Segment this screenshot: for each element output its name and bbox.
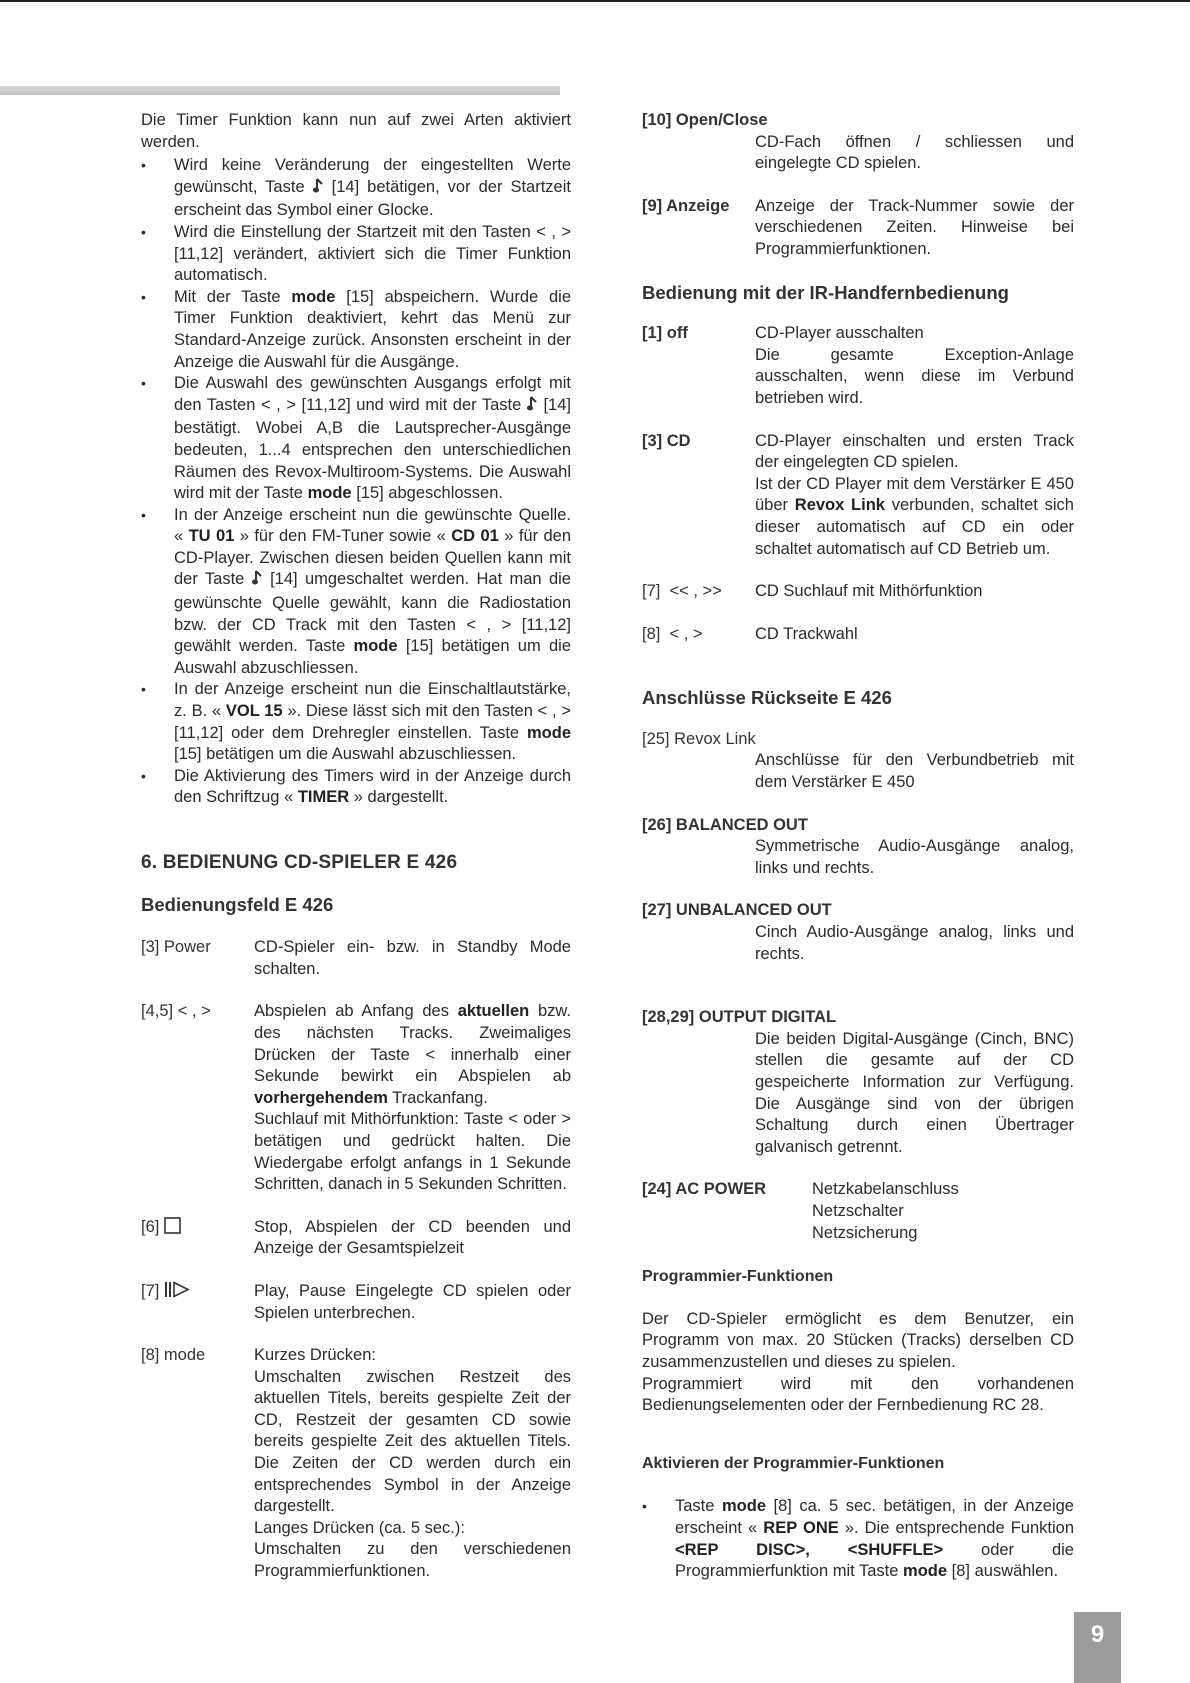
off-label: [1] off [642,324,688,343]
ac-power-desc: Netzkabelanschluss Netzschalter Netzsicherung [812,1180,959,1242]
revox-link-desc: Anschlüsse für den Verbundbetrieb mit dem Verstärker E 450 [755,751,1074,792]
play-desc: Play, Pause Eingelegte CD spielen oder Spielen unterbrechen. [254,1281,571,1322]
list-item: • In der Anzeige erscheint nun die Einschaltlautstärke, z. B. « VOL 15 ». Diese lässt sich mit den Tasten < , > [11,12] oder dem Drehregler einstellen. Taste mode [15] betätigen um die Auswahl abzuschliessen. [141,679,571,765]
play-row [141,1281,571,1324]
bell-key-icon [252,570,263,593]
activate-title: Aktivieren der Programmier-Funktionen [642,1454,945,1472]
activate-list [642,1496,1074,1582]
track-label: [8] < , > [642,624,703,643]
play-pause-icon [164,1281,190,1305]
skip-row [141,1001,571,1195]
ac-power-row [642,1179,1074,1244]
bell-key-icon [527,396,538,419]
list-item: • Wird keine Veränderung der eingestellten Werte gewünscht, Taste [14] betätigen, vor der Startzeit erscheint das Symbol einer Glocke. [141,155,571,222]
skip-label: [4,5] < , > [141,1002,211,1021]
stop-desc: Stop, Abspielen der CD beenden und Anzeige der Gesamtspielzeit [254,1217,571,1258]
balanced-title: [26] BALANCED OUT [642,815,808,834]
right-column [642,110,1074,1583]
list-item: • In der Anzeige erscheint nun die gewünschte Quelle. « TU 01 » für den FM-Tuner sowie « CD 01 » für den CD-Player. Zwischen diesen beiden Quellen kann mit der Taste [14] umgeschaltet werden. Hat man die gewünschte Quelle gewählt, kann die Radiostation bzw. der CD Track mit den Tasten < , > [11,12] gewählt werden. Taste mode [15] betätigen um die Auswahl abzuschliessen. [141,505,571,680]
prog-paragraph-1: Der CD-Spieler ermöglicht es dem Benutzer, ein Programm von max. 20 Stücken (Tracks) derselben CD zusammenzustellen und dieses zu spielen. [642,1309,1074,1371]
header-bar [0,86,560,95]
open-close-title: [10] Open/Close [642,111,768,129]
search-desc: CD Suchlauf mit Mithörfunktion [755,582,983,601]
page-number: 9 [1074,1612,1121,1683]
open-close-desc: CD-Fach öffnen / schliessen und eingelegte CD spielen. [755,132,1074,173]
cd-desc: CD-Player einschalten und ersten Track der eingelegten CD spielen. Ist der CD Player mit dem Verstärker E 450 über Revox Link verbunden, schaltet sich dieser automatisch auf CD ein oder schaltet automatisch auf CD Betrieb um. [755,431,1074,558]
cd-label: [3] CD [642,431,691,450]
power-row [141,937,571,980]
display-label: [9] Anzeige [642,196,730,215]
stop-label: [6] [141,1217,254,1260]
timer-intro: Die Timer Funktion kann nun auf zwei Arten aktiviert werden. [141,111,571,151]
bell-key-icon [313,178,324,201]
list-item: • Mit der Taste mode [15] abspeichern. Wurde die Timer Funktion deaktiviert, kehrt das Menü zur Standard-Anzeige zurück. Ansonsten erscheint in der Anzeige die Auswahl für die Ausgänge. [141,287,571,373]
cd-row [642,431,1074,561]
left-column [141,110,571,1583]
ir-remote-title: Bedienung mit der IR-Handfernbedienung [642,281,1009,303]
search-row [642,581,1074,603]
track-desc: CD Trackwahl [755,624,858,643]
ac-power-title: [24] AC POWER [642,1180,767,1199]
display-row [642,196,1074,261]
play-label: [7] [141,1281,254,1324]
mode-row [141,1345,571,1583]
list-item: • Die Auswahl des gewünschten Ausgangs erfolgt mit den Tasten < , > [11,12] und wird mit der Taste [14] bestätigt. Wobei A,B die Lautsprecher-Ausgänge bedeuten, 1...4 entsprechen den unterschiedlichen Räumen des Revox-Multiroom-Systems. Die Auswahl wird mit der Taste mode [15] abgeschlossen. [141,373,571,505]
off-desc: CD-Player ausschalten Die gesamte Exception-Anlage ausschalten, wenn diese im Verbund betrieben wird. [755,324,1074,407]
section-title: 6. BEDIENUNG CD-SPIELER E 426 [141,852,458,873]
connections-title: Anschlüsse Rückseite E 426 [642,687,892,709]
digital-desc: Die beiden Digital-Ausgänge (Cinch, BNC) stellen die gesamte auf der CD gespeicherte Information zur Verfügung. Die Ausgänge sind von der übrigen Schaltung durch einen Übertrager galvanisch getrennt. [755,1029,1074,1156]
mode-desc: Kurzes Drücken: Umschalten zwischen Restzeit des aktuellen Titels, bereits gespielte Zeit der CD, Restzeit der gesamten CD sowie bereits gespielte Zeit des aktuellen Titels. Die Zeiten der CD werden durch ein entsprechendes Symbol in der Anzeige dargestellt. Langes Drücken (ca. 5 sec.): Umschalten zu den verschiedenen Programmierfunktionen. [254,1346,571,1581]
top-rule [0,0,1190,2]
prog-paragraph-2: Programmiert wird mit den vorhandenen Bedienungselementen oder der Fernbedienung RC 28. [642,1374,1074,1415]
track-row [642,624,1074,646]
skip-desc: Abspielen ab Anfang des aktuellen bzw. des nächsten Tracks. Zweimaliges Drücken der Taste < innerhalb einer Sekunde bewirkt ein Abspielen ab vorhergehendem Trackanfang. Suchlauf mit Mithörfunktion: Taste < oder > betätigen und gedrückt halten. Die Wiedergabe erfolgt anfangs in 1 Sekunde Schritten, danach in 5 Sekunden Schritten. [254,1002,571,1194]
off-row [642,323,1074,409]
mode-label: [8] mode [141,1346,206,1365]
stop-row [141,1217,571,1260]
display-desc: Anzeige der Track-Nummer sowie der verschiedenen Zeiten. Hinweise bei Programmierfunktionen. [755,196,1074,258]
stop-icon [164,1217,181,1241]
digital-title: [28,29] OUTPUT DIGITAL [642,1008,837,1027]
balanced-desc: Symmetrische Audio-Ausgänge analog, links und rechts. [755,837,1074,877]
revox-link-title: [25] Revox Link [642,729,756,748]
list-item: • Die Aktivierung des Timers wird in der Anzeige durch den Schriftzug « TIMER » dargestellt. [141,766,571,809]
search-label: [7] << , >> [642,582,722,601]
timer-steps-list [141,155,571,809]
power-desc: CD-Spieler ein- bzw. in Standby Mode schalten. [254,938,571,978]
subsection-title: Bedienungsfeld E 426 [141,893,334,915]
list-item: • Taste mode [8] ca. 5 sec. betätigen, in der Anzeige erscheint « REP ONE ». Die entsprechende Funktion <REP DISC>, <SHUFFLE> oder die Programmierfunktion mit Taste mode [8] auswählen. [642,1496,1074,1582]
power-label: [3] Power [141,938,211,957]
unbalanced-title: [27] UNBALANCED OUT [642,901,832,920]
unbalanced-desc: Cinch Audio-Ausgänge analog, links und rechts. [755,923,1074,963]
list-item: • Wird die Einstellung der Startzeit mit den Tasten < , > [11,12] verändert, aktiviert sich die Timer Funktion automatisch. [141,222,571,287]
prog-title: Programmier-Funktionen [642,1268,834,1286]
